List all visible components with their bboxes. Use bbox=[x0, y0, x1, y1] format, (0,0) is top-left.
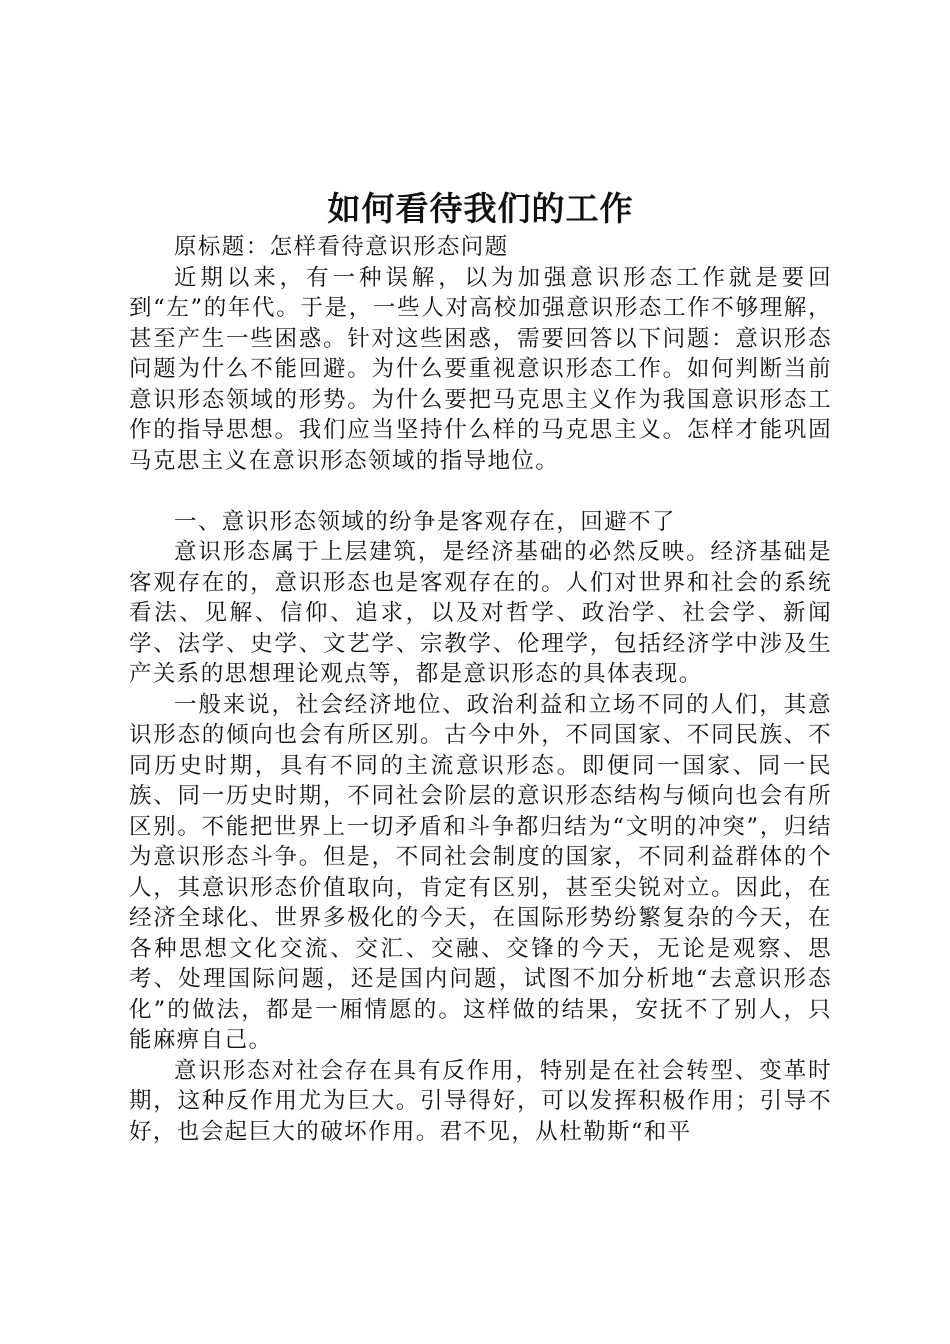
document-page bbox=[129, 186, 832, 1147]
body-paragraph: 一般来说，社会经济地位、政治利益和立场不同的人们，其意识形态的倾向也会有所区别。古今中外，不同国家、不同民族、不同历史时期，具有不同的主流意识形态。即便同一国家、同一民族、同一历史时期，不同社会阶层的意识形态结构与倾向也会有所区别。不能把世界上一切矛盾和斗争都归结为“文明的冲突”，归结为意识形态斗争。但是，不同社会制度的国家，不同利益群体的个人，其意识形态价值取向，肯定有区别，甚至尖锐对立。因此，在经济全球化、世界多极化的今天，在国际形势纷繁复杂的今天，在各种思想文化交流、交汇、交融、交锋的今天，无论是观察、思考、处理国际问题，还是国内问题，试图不加分析地“去意识形态化”的做法，都是一厢情愿的。这样做的结果，安抚不了别人，只能麻痹自己。 bbox=[129, 691, 832, 1053]
body-paragraph: 意识形态对社会存在具有反作用，特别是在社会转型、变革时期，这种反作用尤为巨大。引导得好，可以发挥积极作用；引导不好，也会起巨大的破坏作用。君不见，从杜勒斯“和平 bbox=[129, 1057, 832, 1145]
paragraph-spacer bbox=[129, 476, 832, 507]
intro-paragraph: 近期以来，有一种误解，以为加强意识形态工作就是要回到“左”的年代。于是，一些人对高校加强意识形态工作不够理解，甚至产生一些困惑。针对这些困惑，需要回答以下问题：意识形态问题为什么不能回避。为什么要重视意识形态工作。如何判断当前意识形态领域的形势。为什么要把马克思主义作为我国意识形态工作的指导思想。我们应当坚持什么样的马克思主义。怎样才能巩固马克思主义在意识形态领域的指导地位。 bbox=[129, 264, 832, 474]
section-heading: 一、意识形态领域的纷争是客观存在，回避不了 bbox=[174, 508, 676, 535]
document-title: 如何看待我们的工作 bbox=[327, 189, 634, 228]
original-title-line: 原标题：怎样看待意识形态问题 bbox=[174, 234, 509, 260]
body-paragraph: 意识形态属于上层建筑，是经济基础的必然反映。经济基础是客观存在的，意识形态也是客观存在的。人们对世界和社会的系统看法、见解、信仰、追求，以及对哲学、政治学、社会学、新闻学、法学、史学、文艺学、宗教学、伦理学，包括经济学中涉及生产关系的思想理论观点等，都是意识形态的具体表现。 bbox=[129, 539, 832, 687]
